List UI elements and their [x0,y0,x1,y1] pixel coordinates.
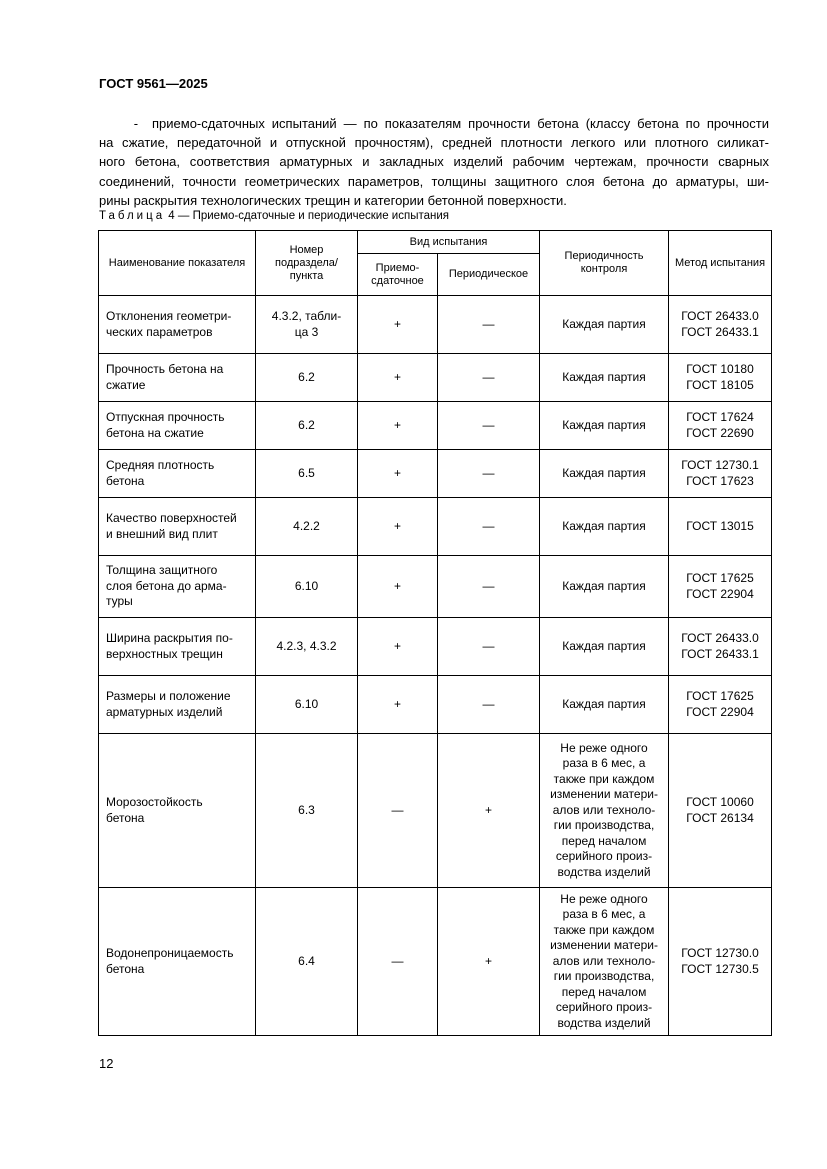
table-row [99,734,772,888]
row-name-cell: Прочность бетона на сжатие [99,354,256,402]
row-acceptance-cell: + [358,296,438,354]
table-caption-title: — Приемо-сдаточные и периодические испытания [174,210,450,222]
row-frequency-cell: Не реже одного раза в 6 мес, а также при каждом изменении матери- алов или техноло- гии производства, перед началом серийного произ- водства изделий [540,888,669,1036]
table-row [99,296,772,354]
paragraph-line: на сжатие, передаточной и отпускной прочностям), средней плотности легкого или плотного силикат- [99,135,769,151]
header-periodic: Периодическое [438,254,540,296]
table-row [99,676,772,734]
row-periodic-cell: — [438,498,540,556]
header-test-type: Вид испытания [358,231,540,254]
row-periodic-cell: — [438,402,540,450]
row-periodic-cell: — [438,676,540,734]
row-section-cell: 6.10 [256,556,358,618]
page-number: 12 [99,1056,114,1071]
table-row [99,618,772,676]
row-method-cell: ГОСТ 17625 ГОСТ 22904 [669,676,772,734]
row-method-cell: ГОСТ 10180 ГОСТ 18105 [669,354,772,402]
row-periodic-cell: — [438,296,540,354]
row-frequency-cell: Каждая партия [540,498,669,556]
row-acceptance-cell: + [358,676,438,734]
row-method-cell: ГОСТ 26433.0 ГОСТ 26433.1 [669,296,772,354]
header-acceptance: Приемо-сдаточное [358,254,438,296]
row-name-cell: Отклонения геометри- ческих параметров [99,296,256,354]
header-method: Метод испытания [669,231,772,296]
table-row [99,402,772,450]
paragraph-line: соединений, точности геометрических параметров, толщины защитного слоя бетона до арматуры, ши- [99,173,769,189]
row-acceptance-cell: + [358,402,438,450]
paragraph-line: ного бетона, соответствия арматурных и закладных изделий рабочим чертежам, прочности сварных [99,154,769,170]
row-frequency-cell: Каждая партия [540,676,669,734]
row-periodic-cell: — [438,354,540,402]
paragraph-line: рины раскрытия технологических трещин и категории бетонной поверхности. [99,192,567,208]
table-row [99,498,772,556]
row-frequency-cell: Каждая партия [540,354,669,402]
row-section-cell: 4.2.3, 4.3.2 [256,618,358,676]
row-periodic-cell: — [438,556,540,618]
row-acceptance-cell: + [358,498,438,556]
table-row [99,888,772,1036]
row-method-cell: ГОСТ 13015 [669,498,772,556]
row-method-cell: ГОСТ 26433.0 ГОСТ 26433.1 [669,618,772,676]
row-periodic-cell: — [438,618,540,676]
header-section: Номер подраздела/ пункта [256,231,358,296]
row-section-cell: 6.2 [256,402,358,450]
row-section-cell: 6.2 [256,354,358,402]
table-caption [99,210,449,222]
row-acceptance-cell: + [358,450,438,498]
row-method-cell: ГОСТ 12730.0 ГОСТ 12730.5 [669,888,772,1036]
tests-table [98,230,772,1036]
row-frequency-cell: Каждая партия [540,618,669,676]
table-row [99,450,772,498]
table-row [99,556,772,618]
row-section-cell: 6.3 [256,734,358,888]
row-acceptance-cell: — [358,888,438,1036]
row-name-cell: Средняя плотность бетона [99,450,256,498]
header-name: Наименование показателя [99,231,256,296]
row-method-cell: ГОСТ 10060 ГОСТ 26134 [669,734,772,888]
row-section-cell: 4.2.2 [256,498,358,556]
table-caption-label: Таблица [99,210,166,222]
paragraph-line: - приемо-сдаточных испытаний — по показателям прочности бетона (классу бетона по прочности [99,116,769,131]
row-name-cell: Отпускная прочность бетона на сжатие [99,402,256,450]
row-section-cell: 6.5 [256,450,358,498]
document-header: ГОСТ 9561—2025 [99,76,208,91]
row-name-cell: Размеры и положение арматурных изделий [99,676,256,734]
row-acceptance-cell: — [358,734,438,888]
table-caption-number: 4 [168,210,175,222]
row-acceptance-cell: + [358,618,438,676]
row-method-cell: ГОСТ 12730.1 ГОСТ 17623 [669,450,772,498]
header-frequency: Периодичность контроля [540,231,669,296]
row-name-cell: Водонепроницаемость бетона [99,888,256,1036]
row-name-cell: Качество поверхностей и внешний вид плит [99,498,256,556]
row-acceptance-cell: + [358,556,438,618]
row-acceptance-cell: + [358,354,438,402]
row-frequency-cell: Каждая партия [540,402,669,450]
table-row [99,354,772,402]
row-periodic-cell: + [438,734,540,888]
row-section-cell: 6.10 [256,676,358,734]
row-frequency-cell: Каждая партия [540,450,669,498]
row-method-cell: ГОСТ 17625 ГОСТ 22904 [669,556,772,618]
row-name-cell: Ширина раскрытия по- верхностных трещин [99,618,256,676]
row-section-cell: 4.3.2, табли- ца 3 [256,296,358,354]
row-frequency-cell: Каждая партия [540,556,669,618]
row-periodic-cell: — [438,450,540,498]
row-name-cell: Морозостойкость бетона [99,734,256,888]
row-frequency-cell: Не реже одного раза в 6 мес, а также при каждом изменении матери- алов или техноло- гии производства, перед началом серийного произ- водства изделий [540,734,669,888]
row-frequency-cell: Каждая партия [540,296,669,354]
row-periodic-cell: + [438,888,540,1036]
row-section-cell: 6.4 [256,888,358,1036]
intro-paragraph [99,114,769,210]
row-name-cell: Толщина защитного слоя бетона до арма- туры [99,556,256,618]
row-method-cell: ГОСТ 17624 ГОСТ 22690 [669,402,772,450]
